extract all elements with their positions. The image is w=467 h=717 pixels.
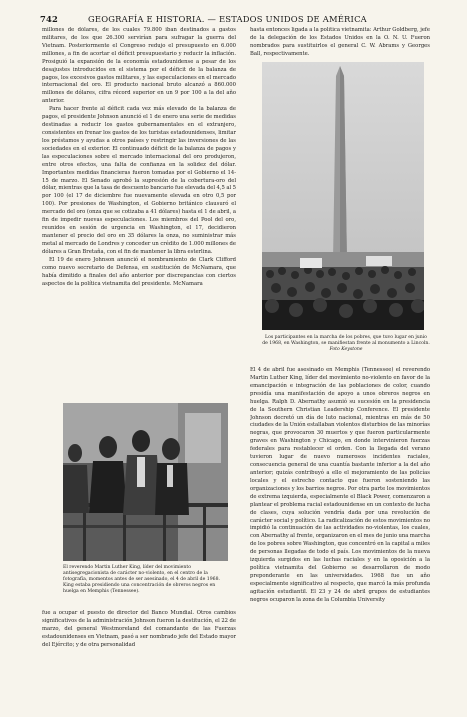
left-column-bottom bbox=[42, 610, 236, 700]
caption-text: El reverendo Martin Luther King, líder del movimiento antisegregacionista de carácter no-violento, en el centro de la fotografía, momentos antes de ser asesinado, el 4 de abril de 1968. King estaba presidiendo una concentración de obreros negros en huelga en Memphis (Tennessee). bbox=[63, 565, 220, 595]
washington-monument-crowd-photo-icon bbox=[262, 62, 424, 330]
paragraph: El 19 de enero Johnson anunció el nombramiento de Clark Clifford como nuevo secretario de Defensa, en sustitución de McNamara, que había dimitido a finales del año anterior por discrepancias con ciertos aspectos de la política vietnamita del presidente. McNamara bbox=[42, 256, 236, 287]
running-header bbox=[40, 14, 428, 26]
leaders-photo-caption bbox=[63, 565, 229, 595]
paragraph: fue a ocupar el puesto de director del Banco Mundial. Otros cambios significativos de la administración Johnson fueron la destitución, el 22 de marzo, del general Westmoreland del comandante de las Fuerzas estadounidenses en Vietnam, pasó a ser nombrado jefe del Estado mayor del Ejército; y de otra personalidad bbox=[42, 610, 236, 648]
caption-text: Los participantes en la marcha de los pobres, que tuvo lugar en junio de 1968, en Washington, se manifiestan frente al monumento a Lincoln. bbox=[262, 335, 430, 347]
right-column-top bbox=[250, 27, 430, 59]
obelisk-photo-caption bbox=[262, 335, 430, 353]
paragraph: millones de dólares, de los cuales 79.800 iban destinados a gastos militares, de los que 26.300 servirían para sufragar la guerra del Vietnam. Posteriormente el Congreso redujo el presupuesto en 6.000 millones, a fin de acortar el déficit presupuestario y reducir la inflación. Prosiguió la expansión de la economía estadounidense a pesar de los desajustes introducidos en el sistema por el déficit de la balanza de pagos, los excesivos gastos militares, y las especulaciones en el mercado internacional del oro. El producto nacional bruto alcanzó a 860.000 millones de dólares, cifra récord superior en un 9 por 100 a la del año anterior. bbox=[42, 27, 236, 105]
paragraph: hasta entonces ligada a la política vietnamita: Arthur Goldberg, jefe de la delegación de los Estados Unidos en la O. N. U. Fueron nombrados para sustituirlos el general C. W. Abrams y Georges Ball, respectivamente. bbox=[250, 27, 430, 57]
balcony-leaders-photo-icon bbox=[63, 403, 228, 561]
leaders-photo bbox=[63, 403, 228, 561]
obelisk-photo bbox=[262, 62, 424, 330]
photo-credit: Foto Keystone bbox=[329, 347, 363, 353]
left-column-top bbox=[42, 27, 236, 399]
paragraph: Para hacer frente al déficit cada vez más elevado de la balanza de pagos, el presidente Johnson anunció el 1 de enero una serie de medidas destinadas a reducir los gastos gubernamentales en el extranjero, consistentes en frenar los gastos de los turistas estadounidenses, limitar los préstamos y ayudas a otros países y restringir las inversiones de las sociedades en el exterior. El continuado déficit de la balanza de pagos y las especulaciones sobre el mercado internacional del oro produjeron, entre otros efectos, una falta de confianza en la solidez del dólar. Importantes medidas financieras fueron tomadas por el Gobierno el 14-15 de marzo. El Senado aprobó la supresión de la cobertura-oro del dólar, mientras que la tasa de descuento bancario fue elevada del 4,5 al 5 por 100 (el 17 de diciembre fue nuevamente elevada en otro 0,5 por 100). Por presiones de Washington, el Gobierno británico clausuró el mercado del oro (onza que se cotizaba a 41 dólares) hasta el 1 de abril, a fin de impedir nuevas especulaciones. Los miembros del Pool del oro, reunidos en sesión de urgencia en Washington, el 17, decidieron mantener el precio del oro en 35 dólares la onza, no suministrar más metal al mercado de Londres y conceder un crédito de 1.000 millones de dólares a Gran Bretaña, con el fin de mantener la libra esterlina. bbox=[42, 106, 236, 255]
right-column-bottom bbox=[250, 367, 430, 701]
page-number: 742 bbox=[40, 14, 59, 24]
running-title: GEOGRAFÍA E HISTORIA. — ESTADOS UNIDOS DE AMÉRICA bbox=[88, 14, 367, 24]
paragraph: El 4 de abril fue asesinado en Memphis (Tennessee) el reverendo Martin Luther King, líder del movimiento no-violento en favor de la emancipación e integración de las poblaciones de color, cuando presidía una manifestación de apoyo a unos obreros negros en huelga. Ralph D. Abernathy asumió su sucesión en la presidencia de la Southern Christian Leadership Conference. El presidente Johnson decretó un día de luto nacional, mientras en más de 50 ciudades de la Unión estallaban violentos disturbios de las minorías negras, que provocaron 30 muertos y que fueron particularmente graves en Washington y Chicago, en donde intervinieron fuerzas federales para restablecer el orden. Con la llegada del verano tuvieron lugar de nuevo numerosos incidentes raciales, consecuencia general de una cuantía bastante inferior a la del año anterior; quizás contribuyó a ello el mejoramiento de las policías locales y el estrecho contacto que fueron sosteniendo las organizaciones y los barrios negros. Por otra parte los movimientos de extrema izquierda, especialmente el Black Power, comenzaron a plantear el problema racial estadounidense en un contexto de lucha de clases, cuya solución vendría dada por una revolución de carácter social y político. La radicalización de estos movimientos no impidió la continuación de las actividades no-violentas, los cuales, con Abernathy al frente, organizaron en el mes de junio una marcha de los pobres sobre Washington, que concentró en la capital a miles de personas llegadas de todo el país. Los movimientos de la nueva izquierda surgidos en las luchas raciales y en la oposición a la política vietnamita del Gobierno se desarrollaron de modo preponderante en las universidades. 1968 fue un año especialmente significativo al respecto, que marcó la más profunda agitación estudiantil. El 23 y 24 de abril grupos de estudiantes negros ocuparon la zona de la Columbia University bbox=[250, 367, 430, 603]
